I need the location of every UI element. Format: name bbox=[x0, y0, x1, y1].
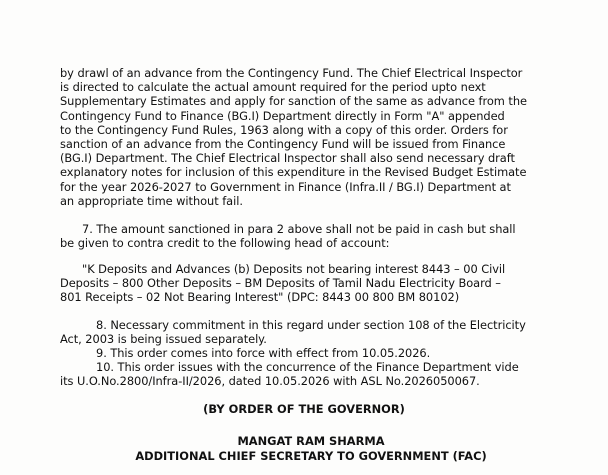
order-line: (BY ORDER OF THE GOVERNOR) bbox=[203, 402, 405, 416]
paragraph-line: 7. The amount sanctioned in para 2 above shall not be paid in cash but shall bbox=[82, 222, 516, 236]
paragraph-line: (BG.I) Department. The Chief Electrical Inspector shall also send necessary draft bbox=[60, 151, 515, 166]
paragraph-line: an appropriate time without fail. bbox=[60, 193, 243, 208]
paragraph-line: 801 Receipts – 02 Not Bearing Interest" (DPC: 8443 00 800 BM 80102) bbox=[60, 290, 460, 305]
paragraph-line: 8. Necessary commitment in this regard under section 108 of the Electricity bbox=[96, 318, 526, 332]
paragraph-line: by drawl of an advance from the Contingency Fund. The Chief Electrical Inspector bbox=[60, 66, 523, 80]
paragraph-8 bbox=[60, 318, 550, 346]
paragraph-7 bbox=[60, 222, 550, 250]
paragraph-10 bbox=[60, 360, 550, 388]
signatory-name: MANGAT RAM SHARMA bbox=[237, 434, 385, 448]
paragraph-line: is directed to calculate the actual amount required for the period upto next bbox=[60, 80, 486, 95]
paragraph-line: be given to contra credit to the following head of account: bbox=[60, 236, 390, 251]
paragraph-line: sanction of an advance from the Contingency Fund will be issued from Finance bbox=[60, 137, 506, 152]
paragraph-9 bbox=[60, 346, 550, 360]
paragraph-line: its U.O.No.2800/Infra-II/2026, dated 10.05.2026 with ASL No.2026050067. bbox=[60, 374, 480, 389]
paragraph-line: 10. This order issues with the concurrence of the Finance Department vide bbox=[96, 360, 519, 374]
signatory-title: ADDITIONAL CHIEF SECRETARY TO GOVERNMENT (FAC) bbox=[135, 449, 487, 463]
paragraph-line: to the Contingency Fund Rules, 1963 along with a copy of this order. Orders for bbox=[60, 122, 508, 137]
head-of-account bbox=[60, 262, 550, 305]
paragraph-line: 9. This order comes into force with effect from 10.05.2026. bbox=[96, 346, 431, 360]
paragraph-line: Act, 2003 is being issued separately. bbox=[60, 332, 267, 347]
paragraph-line: Contingency Fund to Finance (BG.I) Department directly in Form "A" appended bbox=[60, 108, 505, 123]
paragraph-line: Supplementary Estimates and apply for sanction of the same as advance from the bbox=[60, 94, 527, 109]
paragraph-6 bbox=[60, 66, 550, 208]
paragraph-line: Deposits – 800 Other Deposits – BM Deposits of Tamil Nadu Electricity Board – bbox=[60, 276, 501, 291]
paragraph-line: "K Deposits and Advances (b) Deposits not bearing interest 8443 – 00 Civil bbox=[82, 262, 506, 276]
paragraph-line: for the year 2026-2027 to Government in Finance (Infra.II / BG.I) Department at bbox=[60, 179, 511, 194]
paragraph-line: explanatory notes for inclusion of this expenditure in the Revised Budget Estimate bbox=[60, 165, 527, 180]
